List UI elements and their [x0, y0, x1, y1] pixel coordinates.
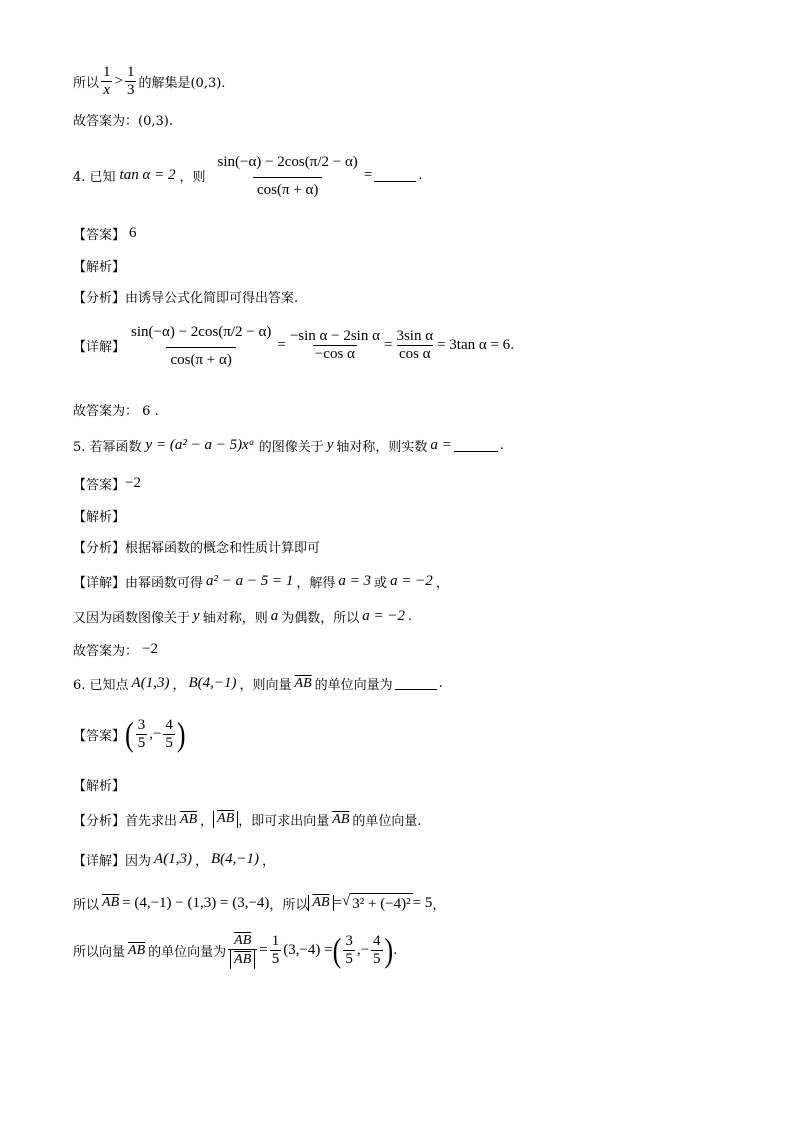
fraction: $\frac{3}{5}$ — [345, 932, 353, 968]
square-root: √ 3² + (−4)² — [342, 893, 411, 912]
detail-line: 【详解】 因为 A(1,3) ， B(4,−1) ， — [73, 851, 275, 869]
fraction: $\frac{1}{3}$ — [126, 64, 135, 99]
answer-value: −2 — [125, 475, 141, 491]
question-6: 6. 已知点 A(1,3) ， B(4,−1) ，则向量 $\overline{AB}$ 的单位向量为 . — [73, 675, 443, 693]
analysis-label: 【解析】 — [73, 260, 126, 275]
answer-value: 6 — [129, 225, 137, 241]
answer-label: 【答案】 −2 — [73, 475, 141, 493]
text: . — [418, 168, 423, 184]
final-answer-q4: 故答案为： 6 . — [73, 404, 159, 419]
answer-blank — [454, 439, 498, 452]
expression-fraction: $\frac{\sin(-\alpha) - 2\cos(\pi/2 - \alpha)}{\cos(\pi + \alpha)}$ — [213, 148, 361, 204]
text: 故答案为：(0,3). — [73, 114, 173, 129]
question-4 — [73, 148, 422, 204]
answer-label: 【答案】 6 — [73, 225, 137, 243]
result: = 3tan α = 6 — [437, 337, 511, 354]
answer-blank — [374, 169, 416, 182]
fraction: $\frac{1}{x}$ — [103, 64, 111, 99]
condition: tan α = 2 — [119, 167, 176, 184]
question-number: 6. 已知点 — [73, 678, 129, 693]
fraction: $\frac{4}{5}$ — [373, 932, 381, 968]
fenxi-line: 【分析】 首先求出 $\overline{AB}$ ， $\overline{AB}$ ，即可求出向量 $\overline{AB}$ 的单位向量. — [73, 811, 422, 829]
solution-set-line — [73, 64, 225, 100]
question-number: 5. 若幂函数 — [73, 440, 142, 455]
detail-line-3: 所以向量 $\overline{AB}$ 的单位向量为 $\frac{\overline{AB}}{AB}$ = $\frac{1}{5}$ (3,−4) = ( $\frac{3}{5}$ ,− $\frac{4}{5}$ ) . — [73, 931, 398, 969]
fenxi-line: 【分析】 由诱导公式化简即可得出答案. — [73, 291, 299, 306]
operator: > — [114, 73, 123, 90]
detail-line-2: 所以 $\overline{AB}$ = (4,−1) − (1,3) = (3,−4) ，所以 $\overline{AB}$ = √ 3² + (−4)² = 5 ， — [73, 893, 446, 913]
power-function: y = (a² − a − 5)xᵃ — [145, 437, 255, 453]
answer-line — [73, 110, 173, 129]
text: 的解集是(0,3). — [138, 76, 226, 92]
fraction: $\frac{\overline{AB}}{AB}$ — [228, 932, 257, 969]
detail-line-2: 又因为函数图像关于 y 轴对称，则 a 为偶数，所以 a = −2 . — [73, 608, 413, 626]
detail-line: 【详解】 $\frac{\sin(-\alpha) - 2\cos(\pi/2 - \alpha)}{\cos(\pi + \alpha)}$ = $\frac{\text{−sin α − 2sin α}}{\text{−cos α}}$ = $\frac{\text{3sin α}}{\text{cos α}}$ = 3tan α = 6 . — [73, 318, 514, 374]
question-number: 4. 已知 — [73, 170, 116, 186]
operator: = — [363, 167, 373, 184]
final-answer-q5: 故答案为： −2 — [73, 641, 158, 659]
fraction: $\frac{\sin(-\alpha) - 2\cos(\pi/2 - \alpha)}{\cos(\pi + \alpha)}$ — [127, 318, 275, 374]
answer-blank — [395, 677, 437, 690]
detail-tag: 【详解】 — [73, 340, 126, 356]
fraction: $\frac{4}{5}$ — [165, 717, 173, 752]
answer-label: 【答案】 ( $\frac{3}{5}$ ,− $\frac{4}{5}$ ) — [73, 715, 186, 753]
question-5: 5. 若幂函数 y = (a² − a − 5)xᵃ 的图像关于 y 轴对称，则实数 a = . — [73, 437, 504, 455]
fraction: $\frac{3}{5}$ — [137, 717, 146, 752]
fraction: $\frac{1}{5}$ — [271, 932, 280, 968]
analysis-label: 【解析】 — [73, 779, 126, 794]
text: 所以 — [73, 76, 100, 92]
fenxi-line: 【分析】 根据幂函数的概念和性质计算即可 — [73, 541, 321, 556]
detail-line: 【详解】 由幂函数可得 a² − a − 5 = 1 ，解得 a = 3 或 a = −2 ， — [73, 573, 449, 591]
fraction: $\frac{\text{3sin α}}{\text{cos α}}$ — [396, 328, 434, 363]
analysis-label: 【解析】 — [73, 510, 126, 525]
fraction: $\frac{\text{−sin α − 2sin α}}{\text{−cos α}}$ — [289, 328, 380, 363]
text: ，则 — [179, 170, 206, 186]
